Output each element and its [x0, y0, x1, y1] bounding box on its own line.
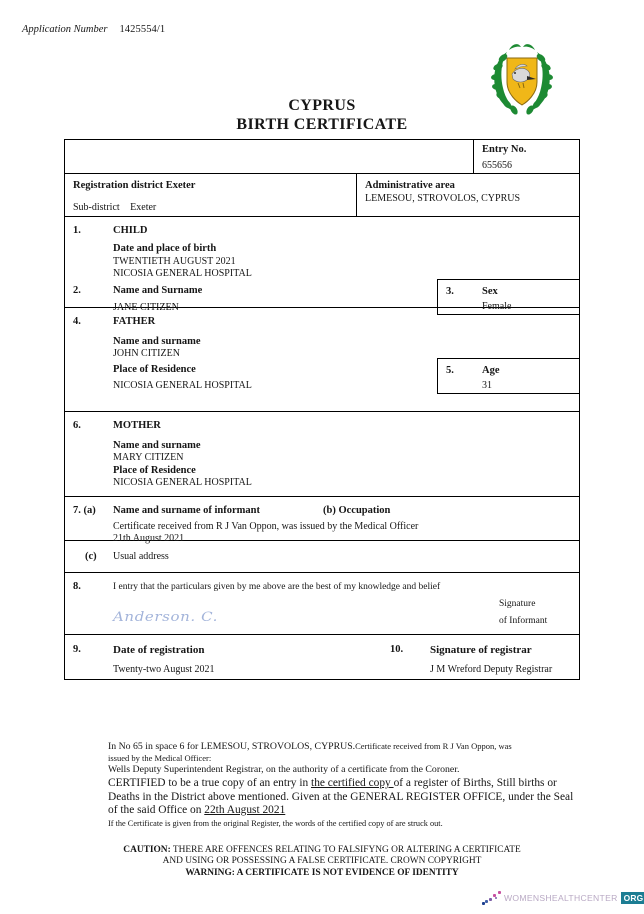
- sex-number: 3.: [446, 286, 454, 297]
- note-line2: issued by the Medical Officer:: [108, 753, 212, 763]
- registrar-signature-value: J M Wreford Deputy Registrar: [430, 664, 553, 675]
- signature-label-line2: of Informant: [499, 616, 548, 626]
- table-row-entry: [65, 140, 579, 174]
- registration-date-label: Date of registration: [113, 644, 205, 656]
- father-age-cell: [437, 358, 580, 394]
- informant-occupation-label: (b) Occupation: [323, 505, 391, 516]
- informant-detail-line1: Certificate received from R J Van Oppon, was issued by the Medical Officer: [113, 521, 419, 532]
- child-number: 1.: [73, 225, 81, 236]
- watermark-text: WOMENSHEALTHCENTER: [504, 893, 618, 903]
- caution-block: [64, 845, 580, 880]
- informant-number: 7. (a): [73, 505, 96, 516]
- place-of-birth-value: NICOSIA GENERAL HOSPITAL: [113, 268, 252, 279]
- usual-address-label: Usual address: [113, 551, 169, 562]
- table-row-informant: [65, 497, 579, 544]
- entry-number-cell: [473, 140, 579, 173]
- father-residence-label: Place of Residence: [113, 364, 196, 375]
- sub-district-label: Sub-district: [73, 202, 120, 213]
- entry-number-label: Entry No.: [482, 144, 527, 155]
- child-name-number: 2.: [73, 285, 81, 296]
- certified-part-b: of a register of Births, Still births or Deaths in the District above mentioned. Given at the GENERAL REGISTER OFFICE, under the Seal of the said Office on: [108, 777, 574, 816]
- administrative-area-value: LEMESOU, STROVOLOS, CYPRUS: [365, 193, 521, 204]
- informant-detail-line2: 21th August 2021: [113, 533, 185, 544]
- father-section-label: FATHER: [113, 316, 156, 327]
- sex-value: Female: [482, 301, 512, 312]
- watermark-badge: ORG: [621, 892, 644, 904]
- age-number: 5.: [446, 365, 454, 376]
- footnotes: [64, 740, 580, 879]
- table-row-declaration: [65, 573, 579, 635]
- informant-name-label: Name and surname of informant: [113, 505, 260, 516]
- title-type: BIRTH CERTIFICATE: [236, 116, 408, 133]
- note-line1-main: In No 65 in space 6 for LEMESOU, STROVOLOS, CYPRUS.: [108, 741, 356, 752]
- watermark-dots-icon: [482, 891, 504, 905]
- note-line3: Wells Deputy Superintendent Registrar, on the authority of a certificate from the Coroner.: [108, 764, 460, 775]
- usual-address-number: (c): [85, 551, 97, 562]
- sex-label: Sex: [482, 286, 498, 297]
- administrative-area-cell: [356, 174, 579, 216]
- child-section-label: CHILD: [113, 225, 148, 236]
- note-line1: [64, 740, 580, 753]
- certificate-table: [64, 139, 580, 680]
- caution-line1: [64, 845, 580, 857]
- registration-number: 9.: [73, 644, 81, 655]
- mother-residence-label: Place of Residence: [113, 465, 196, 476]
- certified-part-a: CERTIFIED to be a true copy of an entry in: [108, 777, 312, 789]
- child-name-label: Name and Surname: [113, 285, 203, 296]
- application-number-value: 1425554/1: [119, 24, 166, 35]
- mother-number: 6.: [73, 420, 81, 431]
- title-country: CYPRUS: [288, 97, 356, 114]
- informant-signature: Anderson. C.: [113, 609, 218, 625]
- age-value: 31: [482, 380, 492, 391]
- table-row-father: [65, 308, 579, 412]
- certified-seal-date: 22th August 2021: [204, 804, 286, 816]
- mother-name-value: MARY CITIZEN: [113, 452, 184, 463]
- registrar-number: 10.: [390, 644, 404, 655]
- caution-line1-text: THERE ARE OFFENCES RELATING TO FALSIFYNG OR ALTERING A CERTIFICATE: [170, 844, 521, 855]
- child-name-value: JANE CITIZEN: [113, 302, 179, 313]
- certified-statement: [64, 777, 580, 818]
- caution-line2: AND USING OR POSSESSING A FALSE CERTIFICATE. CROWN COPYRIGHT: [162, 856, 482, 866]
- site-watermark: [482, 890, 644, 906]
- administrative-area-label: Administrative area: [365, 180, 455, 191]
- table-row-usual-address: [65, 541, 579, 573]
- father-residence-value: NICOSIA GENERAL HOSPITAL: [113, 380, 252, 391]
- sub-district-value: Exeter: [130, 202, 157, 213]
- declaration-number: 8.: [73, 581, 81, 592]
- registration-date-value: Twenty-two August 2021: [113, 664, 215, 675]
- note-line1-small: Certificate received from R J Van Oppon, was: [355, 741, 512, 751]
- declaration-text: I entry that the particulars given by me above are the best of my knowledge and belief: [113, 582, 441, 592]
- certified-underlined: the certified copy: [311, 777, 394, 789]
- registration-district-label: Registration district Exeter: [73, 180, 196, 191]
- mother-residence-value: NICOSIA GENERAL HOSPITAL: [113, 477, 252, 488]
- father-name-label: Name and surname: [113, 336, 201, 347]
- table-row-district: [65, 174, 579, 217]
- application-number: [22, 24, 165, 35]
- entry-number-value: 655656: [482, 160, 512, 171]
- date-place-of-birth-label: Date and place of birth: [113, 243, 217, 254]
- caution-line3: WARNING: A CERTIFICATE IS NOT EVIDENCE OF IDENTITY: [185, 867, 459, 878]
- age-label: Age: [482, 365, 500, 376]
- table-row-child: [65, 217, 579, 313]
- table-row-mother: [65, 412, 579, 497]
- father-name-value: JOHN CITIZEN: [113, 348, 180, 359]
- father-number: 4.: [73, 316, 81, 327]
- registrar-signature-label: Signature of registrar: [430, 644, 532, 656]
- date-of-birth-value: TWENTIETH AUGUST 2021: [113, 256, 236, 267]
- original-register-note: If the Certificate is given from the original Register, the words of the certified copy of are struck out.: [108, 818, 443, 828]
- signature-label-line1: Signature: [499, 599, 536, 609]
- document-title: [0, 96, 644, 134]
- application-number-label: Application Number: [22, 24, 108, 35]
- table-row-registration: [65, 635, 579, 679]
- mother-name-label: Name and surname: [113, 440, 201, 451]
- caution-prefix: CAUTION:: [123, 844, 171, 855]
- mother-section-label: MOTHER: [113, 420, 161, 431]
